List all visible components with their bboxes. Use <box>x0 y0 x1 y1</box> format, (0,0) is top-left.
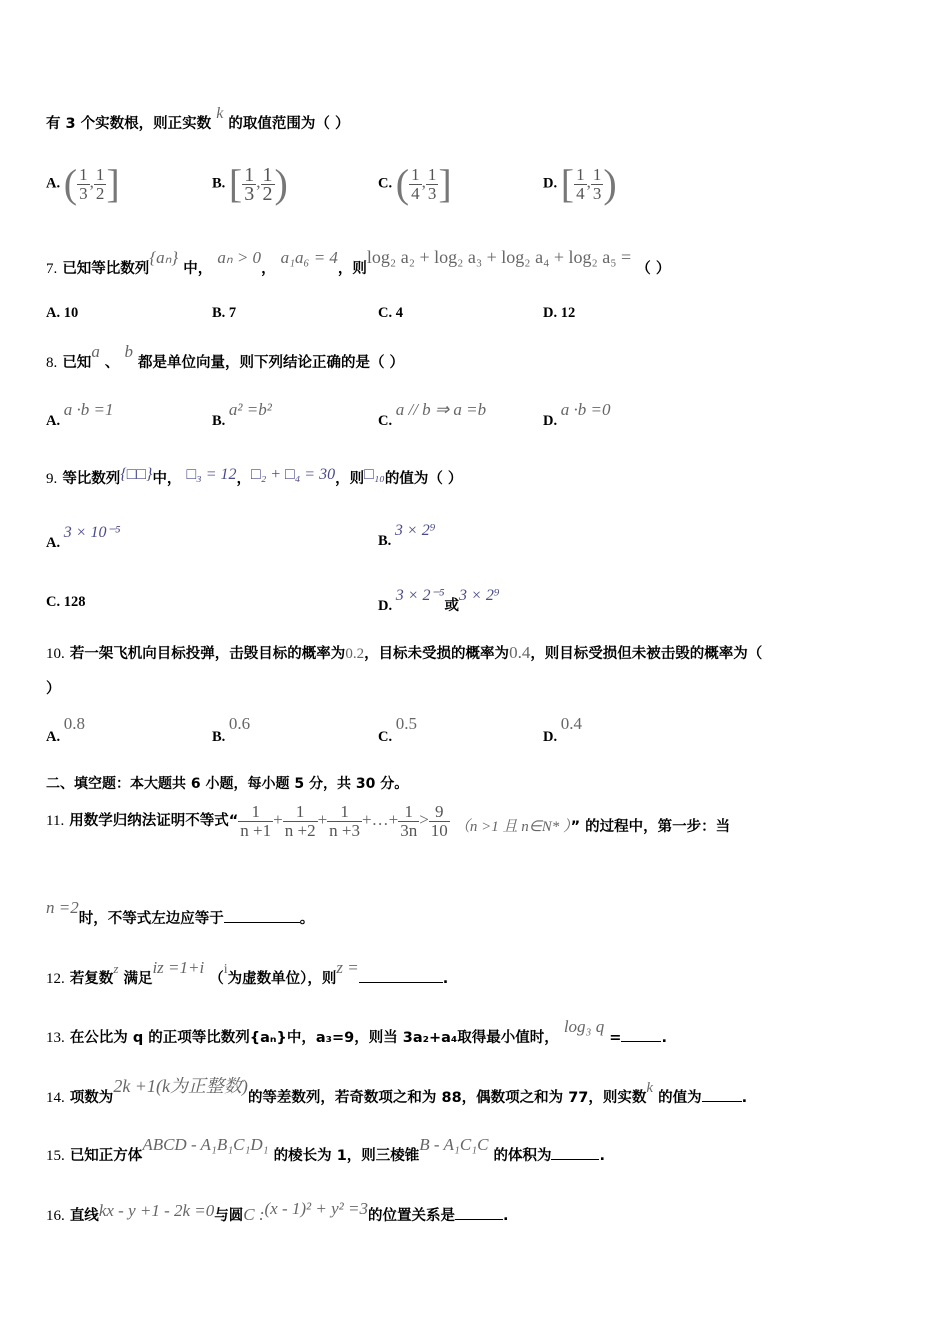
stem-text: 已知等比数列 <box>62 261 150 277</box>
q9-option-d[interactable]: D. 3 × 2⁻⁵或3 × 2⁹ <box>378 587 500 614</box>
question-number: 14. <box>46 1090 65 1106</box>
fraction: $\frac{1}{n +1}$ <box>240 801 272 840</box>
stem-text: ，则 <box>337 261 367 277</box>
equation: iz =1+i <box>152 958 205 977</box>
q9-option-a[interactable]: A. 3 × 10⁻⁵ <box>46 524 121 551</box>
q16-stem: 16. 直线kx - y +1 - 2k =0与圆C :(x - 1)² + y² =3的位置关系是 . <box>46 1199 509 1224</box>
q10-option-c[interactable]: C. 0.5 <box>378 714 417 745</box>
option-label: D. <box>543 175 558 192</box>
stem-text: ， <box>261 261 276 277</box>
q7-option-a[interactable]: A. 10 <box>46 305 79 321</box>
stem-text: 项数为 <box>69 1090 114 1106</box>
option-label: A. <box>46 175 61 192</box>
fraction: $\frac{1}{n +2}$ <box>284 801 316 840</box>
q6-option-c[interactable]: C. ( $\frac{1}{4}$ , $\frac{1}{3}$ ] <box>378 161 452 206</box>
vector-a: a <box>91 342 100 361</box>
sequence-symbol: {□□} <box>120 466 153 483</box>
stem-text: 若一架飞机向目标投弹，击毁目标的概率为 <box>69 646 346 662</box>
stem-text: 中， <box>183 261 213 277</box>
q9-option-c[interactable]: C. 128 <box>46 594 86 610</box>
n-equals-2: n =2 <box>46 898 79 917</box>
open-bracket: ( <box>395 161 410 206</box>
close-bracket: ] <box>438 161 452 206</box>
stem-text: ” 的过程中，第一步：当 <box>570 819 731 835</box>
q7-option-c[interactable]: C. 4 <box>378 305 403 321</box>
stem-text: ，则目标受损但未被击毁的概率为（ <box>530 646 763 662</box>
expression: 2k +1(k为正整数) <box>113 1076 248 1096</box>
stem-text: ， <box>236 471 252 487</box>
q13-stem: 13. 在公比为 q 的正项等比数列{aₙ}中，a₃=9，则当 3a₂+a₄取得最小值时， log₃ q = . <box>46 1017 667 1046</box>
q10-option-b[interactable]: B. 0.6 <box>212 714 251 745</box>
q12-stem: 12. 若复数z 满足iz =1+i （i为虚数单位），则z =. <box>46 958 449 987</box>
q6-option-a[interactable]: A. ( $\frac{1}{3}$ , $\frac{1}{2}$ ] <box>46 161 120 206</box>
q8-option-b[interactable]: B. a² =b² <box>212 400 272 429</box>
fraction: $\frac{1}{3n}$ <box>400 801 418 840</box>
stem-text: 满足 <box>123 971 153 987</box>
option-label: C. <box>378 175 393 192</box>
q6-var-k: k <box>216 105 224 122</box>
target-term: □₁₀ <box>364 466 385 483</box>
stem-text: 的等差数列，若奇数项之和为 88，偶数项之和为 77，则实数 <box>247 1090 647 1106</box>
section-heading-fill-in: 二、填空题：本大题共 6 小题，每小题 5 分，共 30 分。 <box>46 776 409 792</box>
stem-text: ） <box>46 681 61 697</box>
fraction: $\frac{1}{3}$ <box>427 164 437 203</box>
close-bracket: ] <box>106 161 120 206</box>
question-number: 12. <box>46 971 65 987</box>
sequence-symbol: {aₙ} <box>149 248 179 267</box>
q8-option-c[interactable]: C. a // b ⇒ a =b <box>378 400 487 429</box>
question-number: 10. <box>46 646 65 662</box>
q10-stem <box>46 643 762 664</box>
stem-text: 用数学归纳法证明不等式“ <box>69 813 239 829</box>
condition: （n >1 且 n∈N* ） <box>454 819 571 835</box>
question-number: 9. <box>46 471 58 487</box>
q6-stem <box>46 105 350 134</box>
q10-option-d[interactable]: D. 0.4 <box>543 714 582 745</box>
stem-text: 与圆 <box>214 1208 244 1224</box>
q11-stem: 11. 用数学归纳法证明不等式“ $\frac{1}{n +1}$ + $\frac{1}{n +2}$ + $\frac{1}{n +3}$ +…+ $\frac{1}{3n}$ > $\frac{9}{10}$ （n >1 且 n∈N* ）” 的过程中，第一步：当 <box>46 801 731 840</box>
stem-text: 中， <box>152 471 182 487</box>
expression: log₃ q <box>563 1017 605 1036</box>
stem-text: ，则 <box>335 471 365 487</box>
probability-value: 0.4 <box>509 643 531 662</box>
probability-value: 0.2 <box>345 646 365 662</box>
question-number: 8. <box>46 355 58 371</box>
condition: a₁a₆ = 4 <box>280 248 338 267</box>
answer-blank[interactable] <box>702 1087 742 1102</box>
q8-option-a[interactable]: A. a ·b =1 <box>46 400 114 429</box>
question-number: 7. <box>46 261 58 277</box>
answer-blank[interactable] <box>224 908 300 923</box>
option-label: B. <box>212 175 226 192</box>
open-bracket: [ <box>560 161 575 206</box>
circle-equation: (x - 1)² + y² =3 <box>264 1199 368 1218</box>
answer-blank[interactable] <box>621 1027 661 1042</box>
answer-blank[interactable] <box>455 1205 503 1220</box>
pyramid-name: B - A₁C₁C <box>419 1135 489 1154</box>
question-number: 11. <box>46 813 65 829</box>
answer-blank[interactable] <box>551 1145 599 1160</box>
circle-name: C : <box>243 1205 265 1224</box>
stem-text: 若复数 <box>69 971 114 987</box>
fraction: $\frac{1}{3}$ <box>592 164 602 203</box>
q6-stem-text: 有 3 个实数根，则正实数 <box>46 116 212 132</box>
stem-text: 的值为（ ） <box>384 471 463 487</box>
q9-stem <box>46 466 463 489</box>
stem-text: 等比数列 <box>62 471 121 487</box>
condition: aₙ > 0 <box>217 248 262 267</box>
cube-name: ABCD - A₁B₁C₁D₁ <box>142 1135 269 1154</box>
stem-text: 的棱长为 1，则三棱锥 <box>273 1148 420 1164</box>
q15-stem: 15. 已知正方体ABCD - A₁B₁C₁D₁ 的棱长为 1，则三棱锥B - A₁C₁C 的体积为 . <box>46 1135 605 1164</box>
fraction: $\frac{1}{n +3}$ <box>329 801 361 840</box>
stem-text: 为虚数单位），则 <box>227 971 337 987</box>
q7-option-b[interactable]: B. 7 <box>212 305 237 321</box>
condition: □₃ = 12 <box>186 466 237 483</box>
q7-option-d[interactable]: D. 12 <box>543 305 576 321</box>
line-equation: kx - y +1 - 2k =0 <box>98 1201 215 1220</box>
fraction: $\frac{1}{2}$ <box>95 164 105 203</box>
q14-stem: 14. 项数为2k +1(k为正整数)的等差数列，若奇数项之和为 88，偶数项之和为 77，则实数k 的值为 . <box>46 1076 748 1106</box>
q6-stem-end: 的取值范围为（ ） <box>228 116 350 132</box>
stem-text: 都是单位向量，则下列结论正确的是（ ） <box>138 355 405 371</box>
expression: log₂ a₂ + log₂ a₃ + log₂ a₄ + log₂ a₅ = <box>366 247 632 267</box>
q6-option-b[interactable]: B. [ $\frac{1}{3}$ , $\frac{1}{2}$ ) <box>212 161 288 206</box>
stem-text: 已知正方体 <box>69 1148 143 1164</box>
question-number: 16. <box>46 1208 65 1224</box>
vector-b: b <box>124 342 133 361</box>
question-number: 15. <box>46 1148 65 1164</box>
separator: 、 <box>104 355 120 371</box>
q8-stem <box>46 342 405 373</box>
q11-stem-cont: n =2时，不等式左边应等于 。 <box>46 898 315 927</box>
q6-option-d[interactable]: D. [ $\frac{1}{4}$ , $\frac{1}{3}$ ) <box>543 161 617 206</box>
q10-option-a[interactable]: A. 0.8 <box>46 714 85 745</box>
question-number: 13. <box>46 1030 65 1046</box>
q8-option-d[interactable]: D. a ·b =0 <box>543 400 611 429</box>
fraction: $\frac{1}{2}$ <box>262 163 273 205</box>
condition: □₂ + □₄ = 30 <box>251 466 336 483</box>
fraction: $\frac{1}{4}$ <box>411 164 420 203</box>
stem-text: 直线 <box>69 1208 99 1224</box>
answer-paren: （ ） <box>636 261 671 277</box>
fraction: $\frac{1}{4}$ <box>576 164 585 203</box>
q9-option-b[interactable]: B. 3 × 2⁹ <box>378 522 436 549</box>
q7-stem <box>46 247 671 279</box>
fraction: $\frac{1}{3}$ <box>79 164 88 203</box>
stem-text: 已知 <box>62 355 92 371</box>
close-bracket: ) <box>274 161 288 206</box>
stem-text: ，目标未受损的概率为 <box>364 646 510 662</box>
fraction: $\frac{1}{3}$ <box>244 163 255 205</box>
fraction: $\frac{9}{10}$ <box>430 801 448 840</box>
stem-text: 时，不等式左边应等于 <box>78 911 224 927</box>
close-bracket: ) <box>603 161 617 206</box>
q10-stem-cont <box>46 679 61 699</box>
answer-blank[interactable] <box>359 968 443 983</box>
stem-text: 在公比为 q 的正项等比数列{aₙ}中，a₃=9，则当 3a₂+a₄取得最小值时， <box>69 1030 559 1046</box>
open-bracket: ( <box>63 161 78 206</box>
open-bracket: [ <box>228 161 243 206</box>
